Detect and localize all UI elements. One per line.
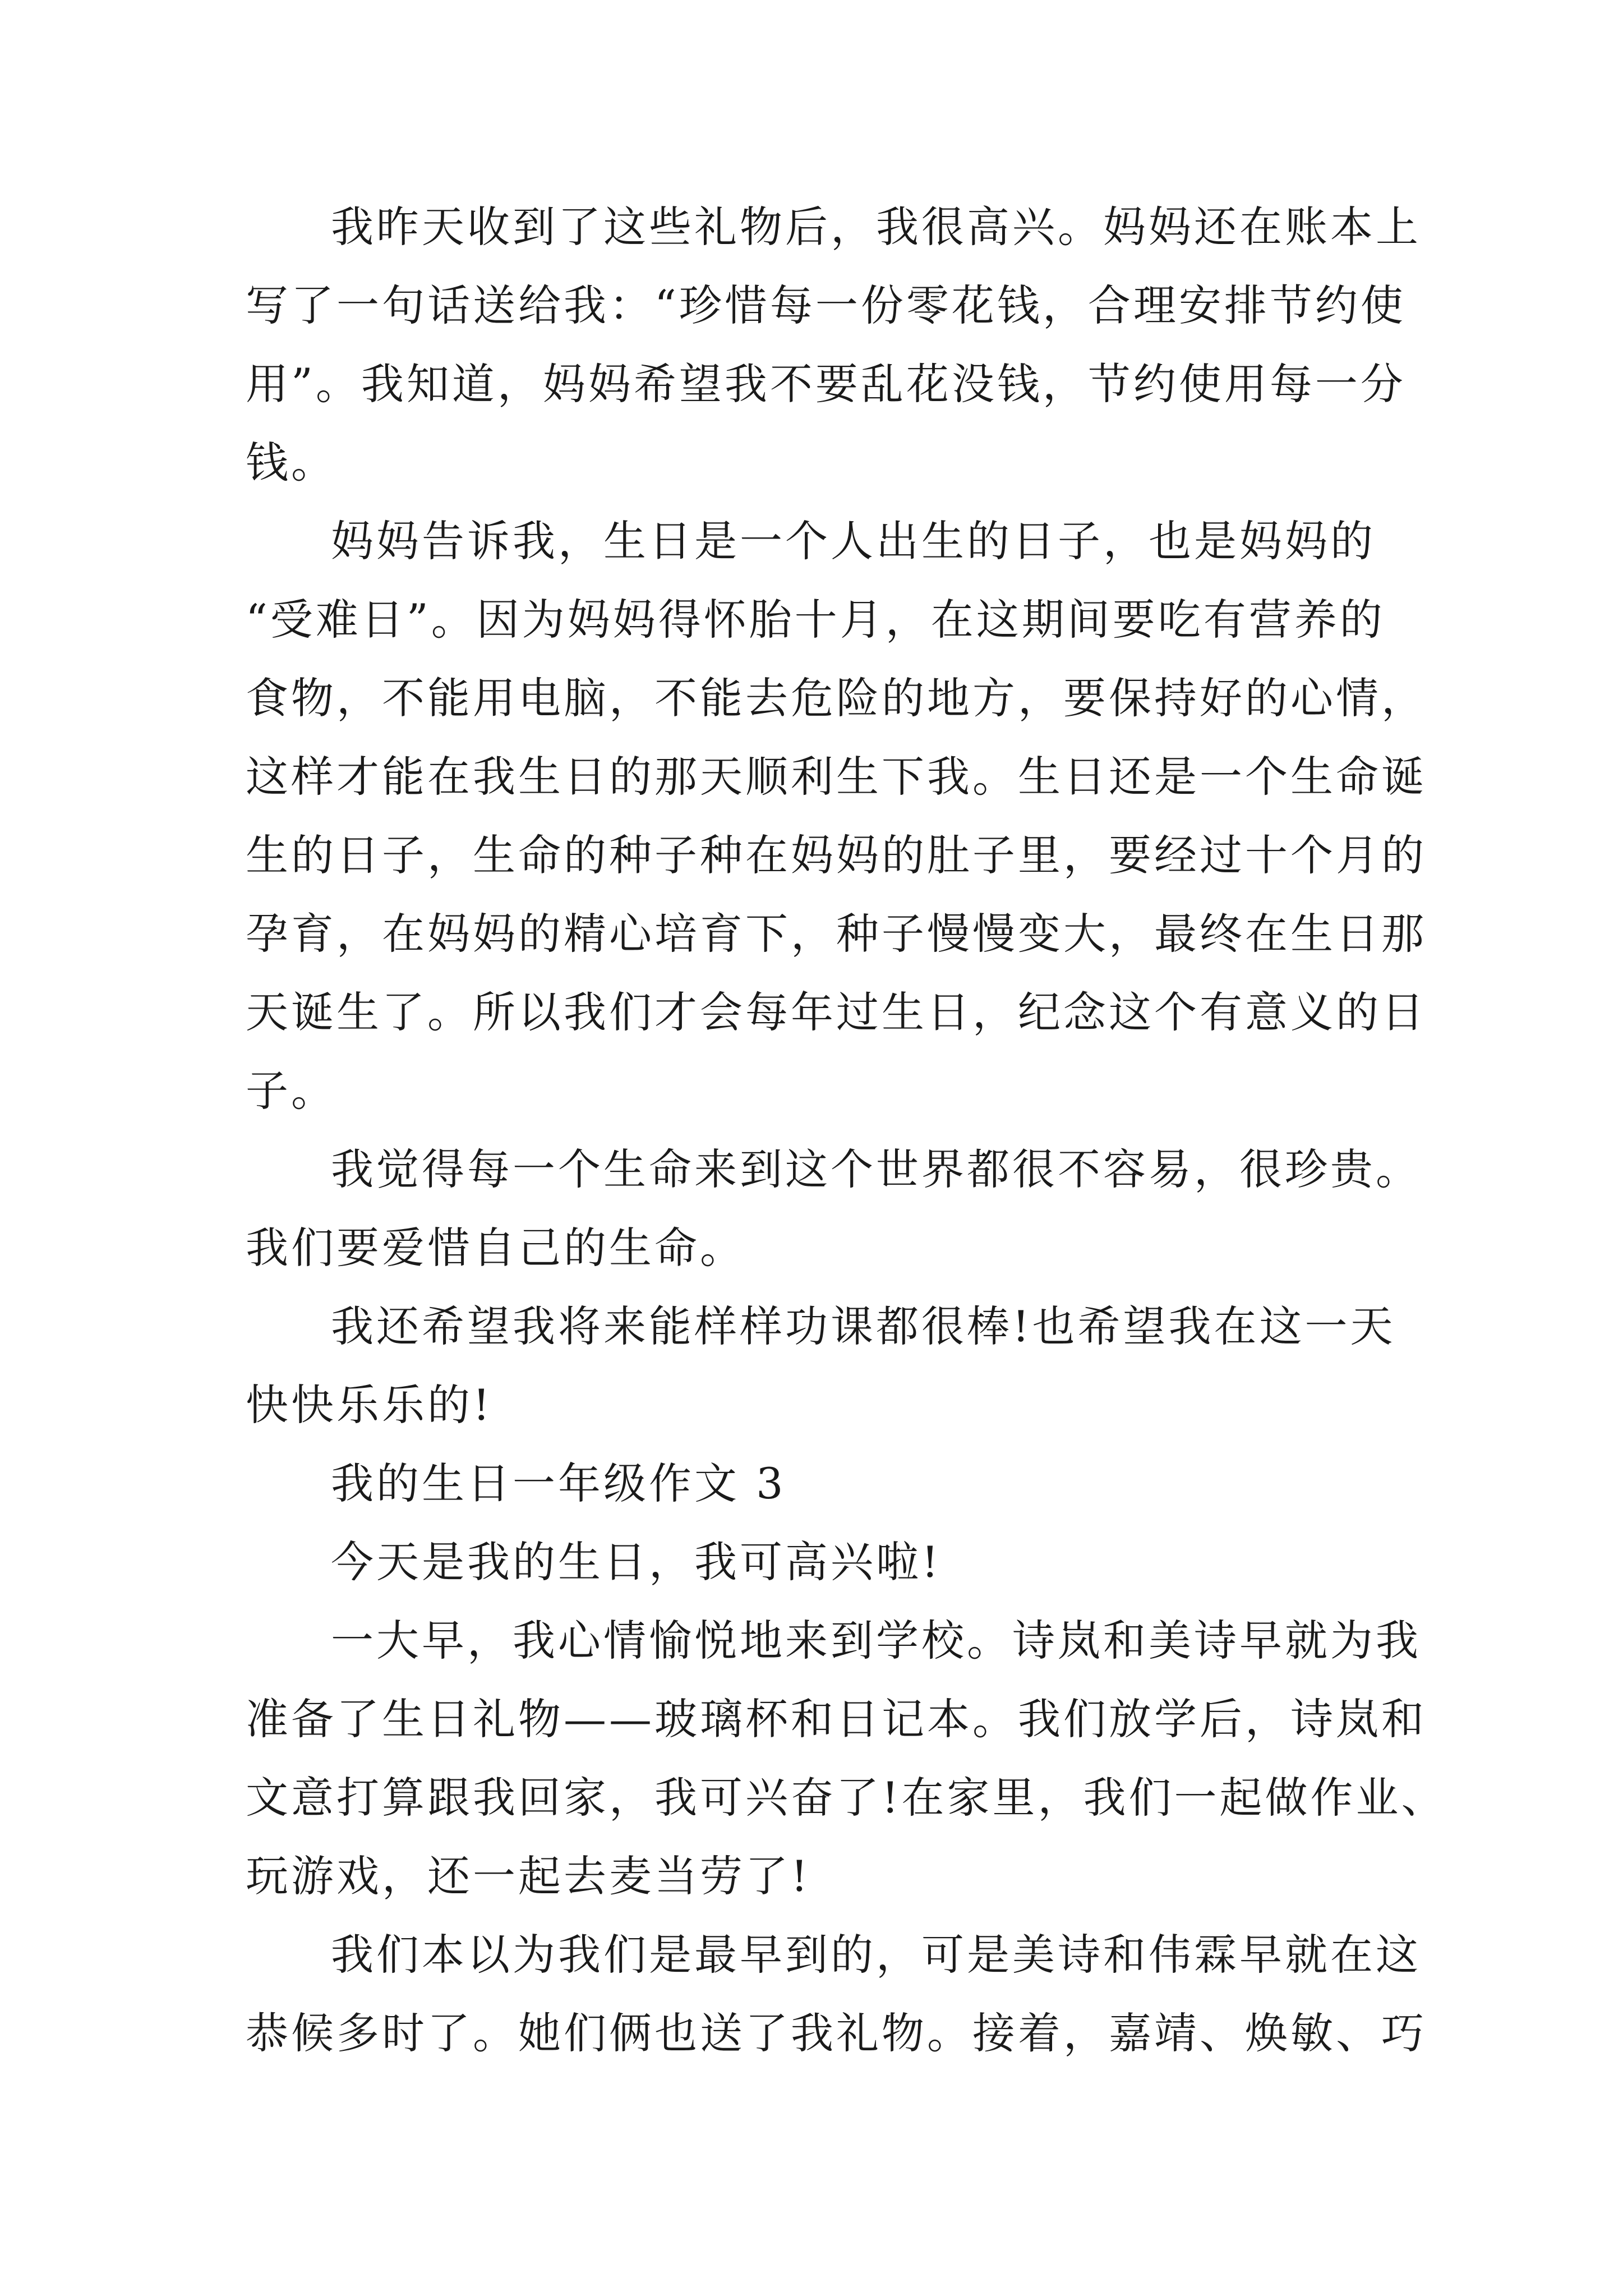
text-line: 今天是我的生日，我可高兴啦!	[331, 1537, 942, 1587]
text-line: 钱。	[246, 438, 336, 487]
text-line: 孕育，在妈妈的精心培育下，种子慢慢变大，最终在生日那	[246, 909, 1427, 959]
text-line: 我觉得每一个生命来到这个世界都很不容易，很珍贵。	[331, 1144, 1421, 1194]
text-line: 写了一句话送给我：“珍惜每一份零花钱，合理安排节约使	[246, 280, 1406, 330]
text-line: 我昨天收到了这些礼物后，我很高兴。妈妈还在账本上	[331, 202, 1421, 252]
text-line: “受难日”。因为妈妈得怀胎十月，在这期间要吃有营养的	[246, 595, 1385, 645]
text-line: 一大早，我心情愉悦地来到学校。诗岚和美诗早就为我	[331, 1616, 1421, 1665]
text-line: 我们要爱惜自己的生命。	[246, 1223, 745, 1273]
text-line: 快快乐乐的!	[246, 1380, 493, 1430]
text-line: 子。	[246, 1066, 336, 1116]
text-line: 天诞生了。所以我们才会每年过生日，纪念这个有意义的日	[246, 987, 1427, 1037]
text-line: 用”。我知道，妈妈希望我不要乱花没钱，节约使用每一分	[246, 359, 1406, 409]
text-line: 准备了生日礼物——玻璃杯和日记本。我们放学后，诗岚和	[246, 1694, 1427, 1744]
section-heading: 我的生日一年级作文 3	[331, 1458, 786, 1508]
text-line: 妈妈告诉我，生日是一个人出生的日子，也是妈妈的	[331, 516, 1376, 566]
text-line: 玩游戏，还一起去麦当劳了!	[246, 1851, 811, 1901]
text-line: 恭候多时了。她们俩也送了我礼物。接着，嘉靖、焕敏、巧	[246, 2008, 1427, 2058]
text-line: 生的日子，生命的种子种在妈妈的肚子里，要经过十个月的	[246, 830, 1427, 880]
text-line: 我们本以为我们是最早到的，可是美诗和伟霖早就在这	[331, 1930, 1421, 1980]
text-line: 这样才能在我生日的那天顺利生下我。生日还是一个生命诞	[246, 752, 1427, 802]
text-line: 我还希望我将来能样样功课都很棒!也希望我在这一天	[331, 1301, 1396, 1351]
text-line: 文意打算跟我回家，我可兴奋了!在家里，我们一起做作业、	[246, 1773, 1447, 1823]
text-line: 食物，不能用电脑，不能去危险的地方，要保持好的心情，	[246, 673, 1427, 723]
